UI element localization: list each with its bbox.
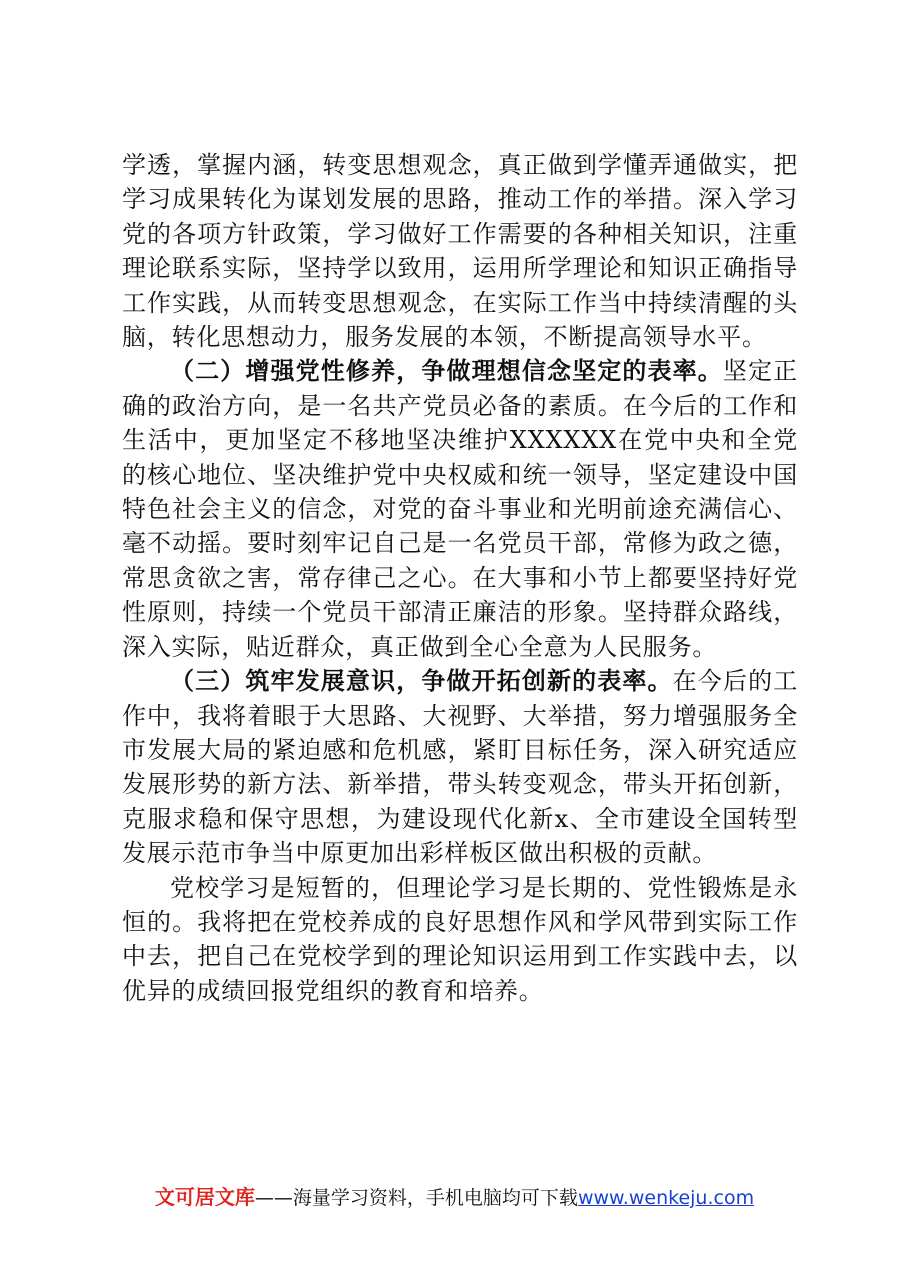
paragraph-3 <box>122 664 798 870</box>
paragraph-heading: （二）增强党性修养，争做理想信念坚定的表率。 <box>170 356 723 386</box>
paragraph-heading: （三）筑牢发展意识，争做开拓创新的表率。 <box>170 666 673 696</box>
footer-banner <box>0 1183 909 1212</box>
footer-brand: 文可居文库 <box>154 1185 255 1209</box>
paragraph-text: 坚定正确的政治方向，是一名共产党员必备的素质。在今后的工作和生活中，更加坚定不移地坚决维护XXXXXX在党中央和全党的核心地位、坚决维护党中央权威和统一领导，坚定建设中国特色社会主义的信念，对党的奋斗事业和光明前途充满信心、毫不动摇。要时刻牢记自己是一名党员干部，常修为政之德，常思贪欲之害，常存律己之心。在大事和小节上都要坚持好党性原则，持续一个党员干部清正廉洁的形象。坚持群众路线，深入实际，贴近群众，真正做到全心全意为人民服务。 <box>122 357 798 661</box>
paragraph-text: 党校学习是短暂的，但理论学习是长期的、党性锻炼是永恒的。我将把在党校养成的良好思想作风和学风带到实际工作中去，把自己在党校学到的理论知识运用到工作实践中去，以优异的成绩回报党组织的教育和培养。 <box>122 873 798 1005</box>
paragraph-text: 学透，掌握内涵，转变思想观念，真正做到学懂弄通做实，把学习成果转化为谋划发展的思路，推动工作的举措。深入学习党的各项方针政策，学习做好工作需要的各种相关知识，注重理论联系实际，坚持学以致用，运用所学理论和知识正确指导工作实践，从而转变思想观念，在实际工作当中持续清醒的头脑，转化思想动力，服务发展的本领，不断提高领导水平。 <box>122 151 798 352</box>
footer-url-link[interactable]: www.wenkeju.com <box>577 1187 755 1209</box>
paragraph-2 <box>122 354 798 664</box>
paragraph-4 <box>122 871 798 1009</box>
paragraph-text: 在今后的工作中，我将着眼于大思路、大视野、大举措，努力增强服务全市发展大局的紧迫感和危机感，紧盯目标任务，深入研究适应发展形势的新方法、新举措，带头转变观念，带头开拓创新，克服求稳和保守思想，为建设现代化新x、全市建设全国转型发展示范市争当中原更加出彩样板区做出积极的贡献。 <box>122 667 799 868</box>
document-body <box>122 148 798 1008</box>
paragraph-1 <box>122 148 798 354</box>
footer-tagline: ——海量学习资料，手机电脑均可下载 <box>254 1187 578 1209</box>
